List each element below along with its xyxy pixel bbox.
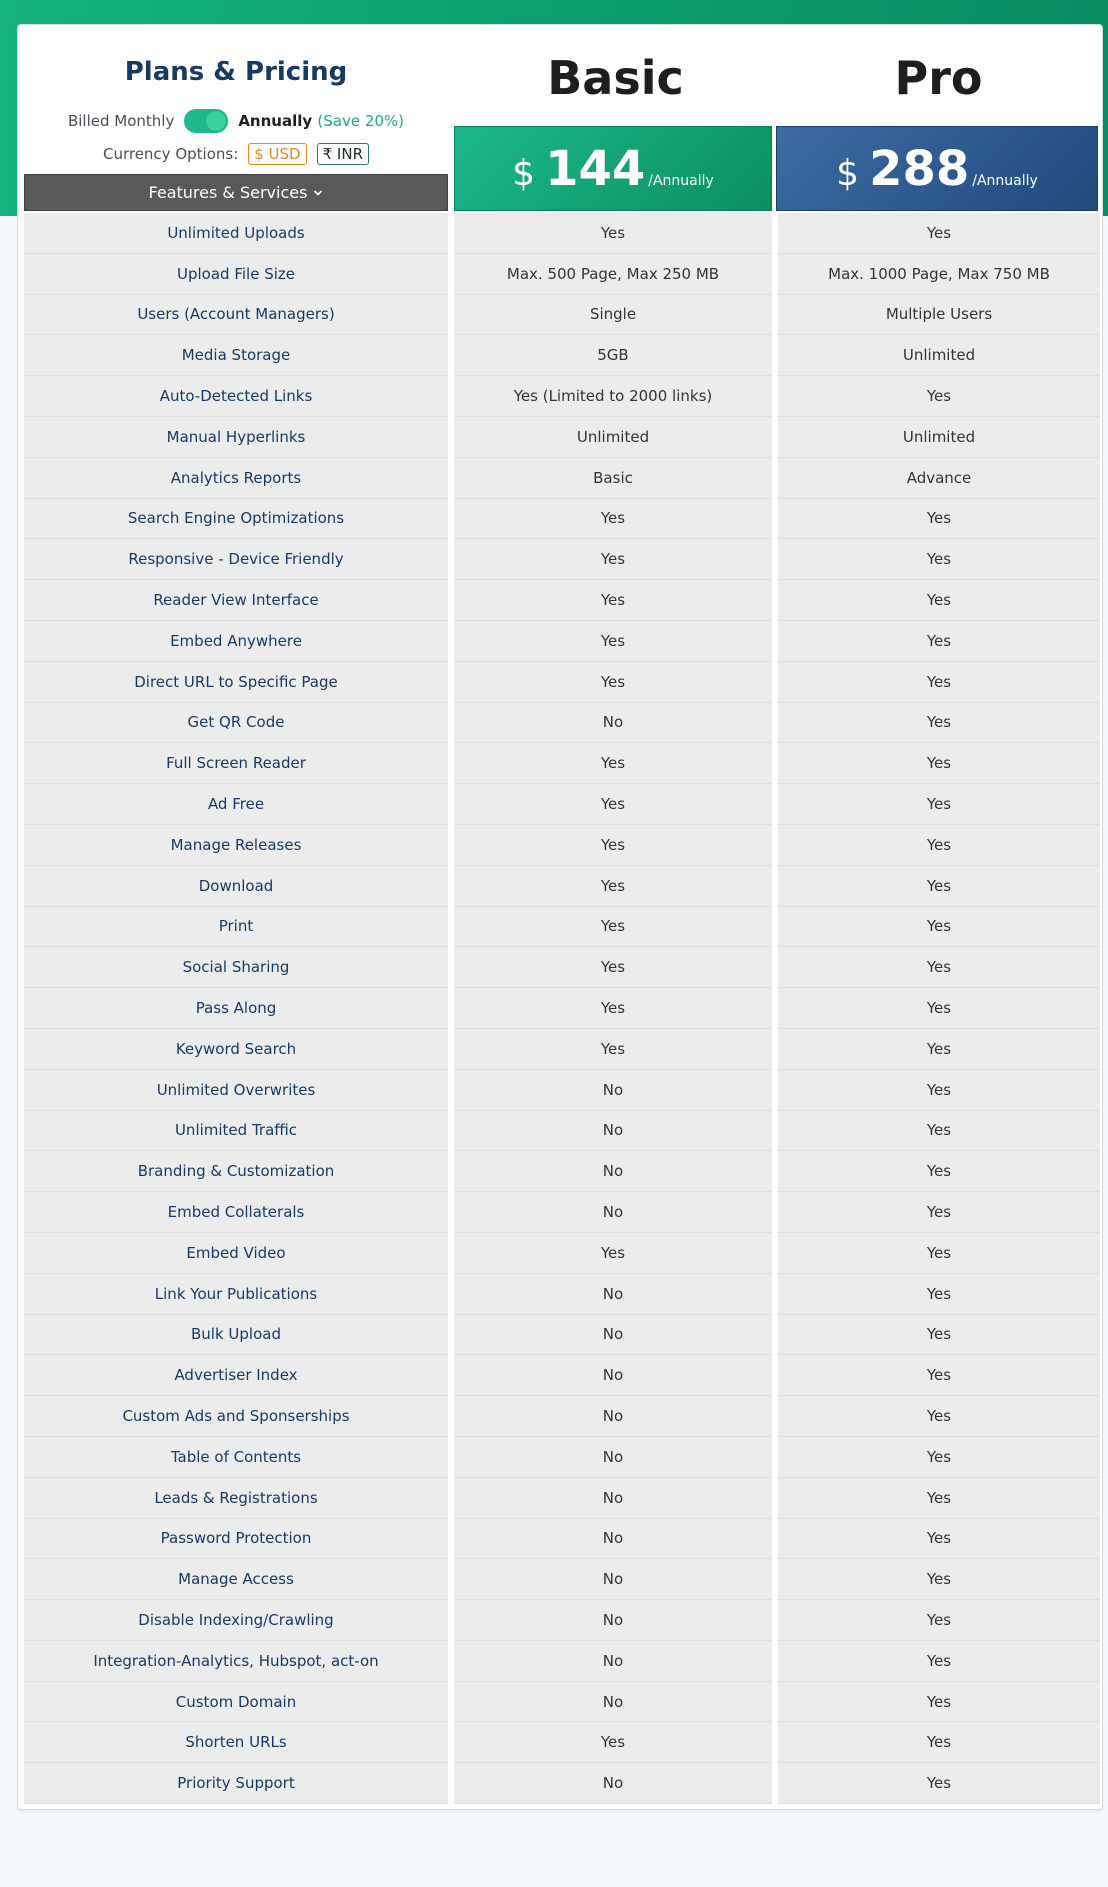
table-row xyxy=(24,703,1100,744)
pro-value-cell: Yes xyxy=(778,662,1100,703)
feature-name-cell: Unlimited Uploads xyxy=(24,213,448,254)
pro-value-cell: Yes xyxy=(778,988,1100,1029)
basic-value-cell: Yes xyxy=(454,213,772,254)
basic-value-cell: No xyxy=(454,1559,772,1600)
pro-value-cell: Yes xyxy=(778,376,1100,417)
basic-value-cell: No xyxy=(454,1111,772,1152)
feature-name-cell: Branding & Customization xyxy=(24,1151,448,1192)
feature-name-cell: Advertiser Index xyxy=(24,1355,448,1396)
feature-name-cell: Integration-Analytics, Hubspot, act-on xyxy=(24,1641,448,1682)
pro-value-cell: Yes xyxy=(778,703,1100,744)
table-row xyxy=(24,335,1100,376)
table-row xyxy=(24,1600,1100,1641)
table-row xyxy=(24,1315,1100,1356)
table-row xyxy=(24,458,1100,499)
annually-label xyxy=(238,112,404,130)
table-row xyxy=(24,988,1100,1029)
table-row xyxy=(24,1192,1100,1233)
basic-value-cell: No xyxy=(454,1355,772,1396)
table-row xyxy=(24,662,1100,703)
table-row xyxy=(24,499,1100,540)
billed-monthly-label: Billed Monthly xyxy=(67,112,175,130)
basic-value-cell: No xyxy=(454,1192,772,1233)
table-row xyxy=(24,580,1100,621)
table-row xyxy=(24,621,1100,662)
table-row xyxy=(24,1519,1100,1560)
feature-name-cell: Table of Contents xyxy=(24,1437,448,1478)
feature-name-cell: Manage Releases xyxy=(24,825,448,866)
pro-value-cell: Yes xyxy=(778,213,1100,254)
pro-value-cell: Unlimited xyxy=(778,417,1100,458)
price-pro-box xyxy=(776,126,1098,211)
pro-value-cell: Yes xyxy=(778,1233,1100,1274)
basic-value-cell: Yes xyxy=(454,1233,772,1274)
table-row xyxy=(24,254,1100,295)
basic-value-cell: Yes xyxy=(454,988,772,1029)
feature-name-cell: Custom Ads and Sponserships xyxy=(24,1396,448,1437)
table-row xyxy=(24,1274,1100,1315)
table-row xyxy=(24,1233,1100,1274)
pro-value-cell: Yes xyxy=(778,539,1100,580)
feature-name-cell: Embed Video xyxy=(24,1233,448,1274)
features-services-label: Features & Services xyxy=(148,183,308,202)
pro-value-cell: Yes xyxy=(778,1396,1100,1437)
table-row xyxy=(24,1437,1100,1478)
table-row xyxy=(24,1682,1100,1723)
currency-usd-button[interactable]: $ USD xyxy=(248,143,306,165)
basic-value-cell: No xyxy=(454,1274,772,1315)
pro-value-cell: Yes xyxy=(778,1029,1100,1070)
feature-name-cell: Ad Free xyxy=(24,784,448,825)
feature-name-cell: Media Storage xyxy=(24,335,448,376)
feature-name-cell: Direct URL to Specific Page xyxy=(24,662,448,703)
table-row xyxy=(24,1396,1100,1437)
table-row xyxy=(24,376,1100,417)
basic-value-cell: No xyxy=(454,1151,772,1192)
pro-value-cell: Yes xyxy=(778,1519,1100,1560)
basic-value-cell: Yes xyxy=(454,499,772,540)
pro-value-cell: Yes xyxy=(778,621,1100,662)
basic-value-cell: Yes xyxy=(454,1722,772,1763)
pro-value-cell: Multiple Users xyxy=(778,295,1100,336)
basic-value-cell: No xyxy=(454,1315,772,1356)
pro-value-cell: Yes xyxy=(778,825,1100,866)
pro-value-cell: Yes xyxy=(778,1600,1100,1641)
pricing-card xyxy=(17,24,1103,1810)
pro-value-cell: Yes xyxy=(778,1478,1100,1519)
feature-name-cell: Embed Anywhere xyxy=(24,621,448,662)
feature-name-cell: Analytics Reports xyxy=(24,458,448,499)
basic-value-cell: No xyxy=(454,1519,772,1560)
pro-value-cell: Yes xyxy=(778,907,1100,948)
basic-value-cell: Yes xyxy=(454,743,772,784)
feature-table xyxy=(24,213,1100,1804)
toggle-knob xyxy=(206,111,226,131)
basic-value-cell: Yes xyxy=(454,1029,772,1070)
basic-value-cell: Yes xyxy=(454,866,772,907)
basic-value-cell: No xyxy=(454,703,772,744)
feature-name-cell: Manage Access xyxy=(24,1559,448,1600)
table-row xyxy=(24,417,1100,458)
feature-name-cell: Priority Support xyxy=(24,1763,448,1804)
feature-name-cell: Leads & Registrations xyxy=(24,1478,448,1519)
table-row xyxy=(24,784,1100,825)
basic-value-cell: Yes xyxy=(454,825,772,866)
basic-value-cell: Max. 500 Page, Max 250 MB xyxy=(454,254,772,295)
feature-name-cell: Link Your Publications xyxy=(24,1274,448,1315)
feature-name-cell: Keyword Search xyxy=(24,1029,448,1070)
pro-value-cell: Yes xyxy=(778,1274,1100,1315)
table-row xyxy=(24,1641,1100,1682)
basic-value-cell: Yes xyxy=(454,907,772,948)
pro-value-cell: Yes xyxy=(778,1641,1100,1682)
currency-options-row xyxy=(24,143,448,165)
basic-period: /Annually xyxy=(648,172,714,189)
pro-value-cell: Yes xyxy=(778,1355,1100,1396)
table-row xyxy=(24,1151,1100,1192)
plan-pro-name: Pro xyxy=(894,51,983,105)
table-row xyxy=(24,295,1100,336)
pro-value-cell: Yes xyxy=(778,1192,1100,1233)
basic-value-cell: Yes (Limited to 2000 links) xyxy=(454,376,772,417)
chevron-down-icon xyxy=(313,189,323,197)
pro-value-cell: Max. 1000 Page, Max 750 MB xyxy=(778,254,1100,295)
basic-value-cell: No xyxy=(454,1763,772,1804)
feature-name-cell: Disable Indexing/Crawling xyxy=(24,1600,448,1641)
table-row xyxy=(24,947,1100,988)
basic-value-cell: No xyxy=(454,1641,772,1682)
feature-name-cell: Responsive - Device Friendly xyxy=(24,539,448,580)
basic-value-cell: No xyxy=(454,1070,772,1111)
table-row xyxy=(24,1355,1100,1396)
feature-name-cell: Shorten URLs xyxy=(24,1722,448,1763)
feature-name-cell: Pass Along xyxy=(24,988,448,1029)
basic-price: 144 xyxy=(545,140,646,197)
table-row xyxy=(24,1029,1100,1070)
feature-name-cell: Reader View Interface xyxy=(24,580,448,621)
pro-value-cell: Yes xyxy=(778,866,1100,907)
basic-value-cell: Basic xyxy=(454,458,772,499)
page-title: Plans & Pricing xyxy=(124,57,348,87)
feature-name-cell: Manual Hyperlinks xyxy=(24,417,448,458)
plan-basic-name: Basic xyxy=(547,51,684,105)
basic-value-cell: Yes xyxy=(454,947,772,988)
pro-value-cell: Yes xyxy=(778,1763,1100,1804)
basic-value-cell: No xyxy=(454,1396,772,1437)
pro-value-cell: Yes xyxy=(778,1151,1100,1192)
pro-value-cell: Yes xyxy=(778,947,1100,988)
pro-value-cell: Yes xyxy=(778,1559,1100,1600)
table-row xyxy=(24,1478,1100,1519)
basic-value-cell: No xyxy=(454,1682,772,1723)
table-row xyxy=(24,539,1100,580)
table-row xyxy=(24,1722,1100,1763)
currency-options-label: Currency Options: xyxy=(102,145,239,163)
table-row xyxy=(24,213,1100,254)
basic-value-cell: Yes xyxy=(454,662,772,703)
table-row xyxy=(24,743,1100,784)
basic-value-cell: No xyxy=(454,1600,772,1641)
feature-name-cell: Embed Collaterals xyxy=(24,1192,448,1233)
table-row xyxy=(24,1763,1100,1804)
basic-value-cell: No xyxy=(454,1437,772,1478)
price-basic-box xyxy=(454,126,772,211)
pro-period: /Annually xyxy=(972,172,1038,189)
feature-name-cell: Full Screen Reader xyxy=(24,743,448,784)
pro-currency-symbol: $ xyxy=(836,152,860,194)
pro-value-cell: Yes xyxy=(778,743,1100,784)
table-row xyxy=(24,1070,1100,1111)
pro-value-cell: Yes xyxy=(778,1722,1100,1763)
feature-name-cell: Download xyxy=(24,866,448,907)
pro-value-cell: Advance xyxy=(778,458,1100,499)
basic-value-cell: 5GB xyxy=(454,335,772,376)
pro-value-cell: Yes xyxy=(778,499,1100,540)
feature-name-cell: Get QR Code xyxy=(24,703,448,744)
annually-text: Annually xyxy=(238,112,313,130)
feature-name-cell: Bulk Upload xyxy=(24,1315,448,1356)
pro-value-cell: Yes xyxy=(778,580,1100,621)
pro-value-cell: Yes xyxy=(778,784,1100,825)
table-row xyxy=(24,866,1100,907)
feature-name-cell: Upload File Size xyxy=(24,254,448,295)
feature-name-cell: Social Sharing xyxy=(24,947,448,988)
pro-value-cell: Yes xyxy=(778,1682,1100,1723)
feature-name-cell: Password Protection xyxy=(24,1519,448,1560)
billing-toggle-row xyxy=(24,109,448,133)
basic-value-cell: Single xyxy=(454,295,772,336)
table-row xyxy=(24,907,1100,948)
feature-name-cell: Print xyxy=(24,907,448,948)
billing-toggle[interactable] xyxy=(184,109,228,133)
pro-value-cell: Unlimited xyxy=(778,335,1100,376)
save-label: (Save 20%) xyxy=(317,112,405,130)
basic-value-cell: No xyxy=(454,1478,772,1519)
feature-name-cell: Unlimited Overwrites xyxy=(24,1070,448,1111)
table-row xyxy=(24,825,1100,866)
currency-inr-button[interactable]: ₹ INR xyxy=(317,143,369,165)
table-row xyxy=(24,1111,1100,1152)
basic-value-cell: Yes xyxy=(454,784,772,825)
feature-name-cell: Users (Account Managers) xyxy=(24,295,448,336)
pro-value-cell: Yes xyxy=(778,1111,1100,1152)
table-row xyxy=(24,1559,1100,1600)
basic-value-cell: Yes xyxy=(454,621,772,662)
basic-value-cell: Yes xyxy=(454,580,772,621)
feature-name-cell: Custom Domain xyxy=(24,1682,448,1723)
feature-name-cell: Auto-Detected Links xyxy=(24,376,448,417)
pro-value-cell: Yes xyxy=(778,1437,1100,1478)
basic-value-cell: Unlimited xyxy=(454,417,772,458)
pro-price: 288 xyxy=(869,140,970,197)
feature-name-cell: Search Engine Optimizations xyxy=(24,499,448,540)
basic-value-cell: Yes xyxy=(454,539,772,580)
pro-value-cell: Yes xyxy=(778,1070,1100,1111)
features-services-dropdown[interactable] xyxy=(24,174,448,211)
feature-name-cell: Unlimited Traffic xyxy=(24,1111,448,1152)
pro-value-cell: Yes xyxy=(778,1315,1100,1356)
basic-currency-symbol: $ xyxy=(512,152,536,194)
